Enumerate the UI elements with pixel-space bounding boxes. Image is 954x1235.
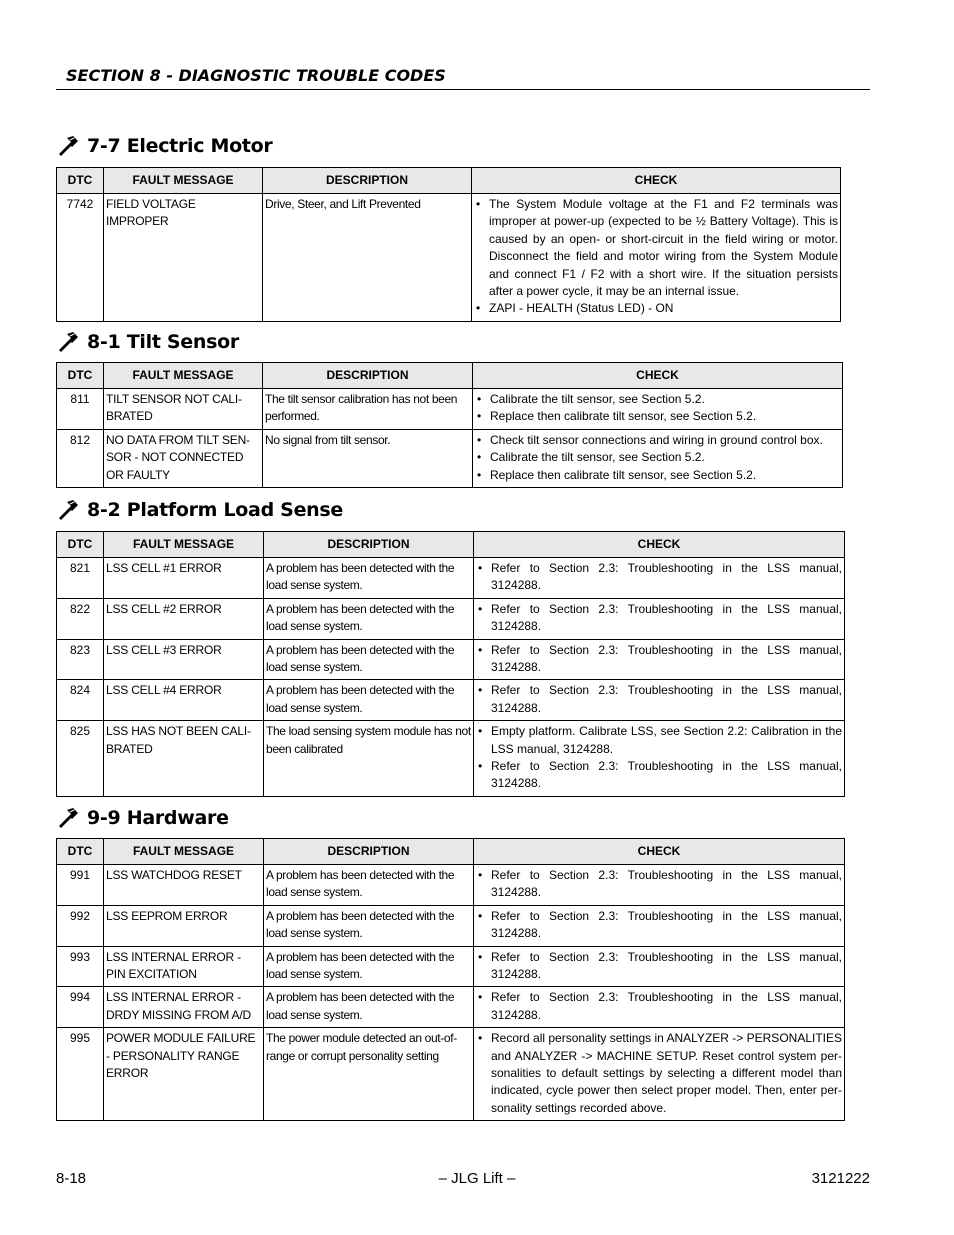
check-cell	[474, 1028, 845, 1121]
check-item: • The System Module voltage at the F1 and F2 terminals was improper at power-up (expected to be ½ Battery Voltage). This is caused by an open- or short-circuit in the field wiring or motor. Disconnect the field and motor wiring from the System Module and connect F1 / F2 with a short wire. If the situation persists after a power cycle, it may be an internal issue.	[474, 196, 838, 300]
dtc-table	[56, 362, 843, 488]
check-item: • Refer to Section 2.3: Troubleshooting in the LSS manual, 3124288.	[476, 560, 842, 595]
hammer-icon	[56, 806, 80, 830]
check-item: • Refer to Section 2.3: Troubleshooting in the LSS manual, 3124288.	[476, 682, 842, 717]
column-header-description: DESCRIPTION	[264, 532, 474, 558]
check-list	[476, 867, 842, 902]
dtc-code: 812	[57, 429, 104, 487]
check-item: • Record all personality settings in ANALYZER -> PERSONALITIES and ANALYZER -> MACHINE SETUP. Reset control system per-sonalities to default settings by selecting a different model than indicated, cycle power then select proper model. Then, enter per-sonality settings recorded above.	[476, 1030, 842, 1117]
fault-message: NO DATA FROM TILT SEN-SOR - NOT CONNECTED OR FAULTY	[104, 429, 263, 487]
check-item: • Check tilt sensor connections and wiring in ground control box.	[475, 432, 840, 449]
check-item: • Calibrate the tilt sensor, see Section 5.2.	[475, 391, 840, 408]
section-heading-title: 8-1 Tilt Sensor	[87, 331, 239, 353]
check-cell	[473, 389, 843, 430]
dtc-code: 811	[57, 389, 104, 430]
column-header-dtc: DTC	[57, 363, 104, 389]
column-header-description: DESCRIPTION	[263, 363, 473, 389]
fault-description: No signal from tilt sensor.	[263, 429, 473, 487]
dtc-code: 993	[57, 946, 104, 987]
check-item: • Replace then calibrate tilt sensor, see Section 5.2.	[475, 408, 840, 425]
check-cell	[474, 680, 845, 721]
column-header-fault-message: FAULT MESSAGE	[104, 839, 264, 865]
fault-message: TILT SENSOR NOT CALI-BRATED	[104, 389, 263, 430]
section-heading-title: 7-7 Electric Motor	[87, 135, 273, 157]
check-cell	[474, 558, 845, 599]
fault-description: A problem has been detected with the load sense system.	[264, 639, 474, 680]
fault-message: LSS CELL #1 ERROR	[104, 558, 264, 599]
fault-message: LSS EEPROM ERROR	[104, 905, 264, 946]
column-header-fault-message: FAULT MESSAGE	[104, 363, 263, 389]
dtc-code: 994	[57, 987, 104, 1028]
fault-message: FIELD VOLTAGE IMPROPER	[104, 194, 263, 322]
table-row	[57, 194, 841, 322]
check-list	[476, 1030, 842, 1117]
section-heading-title: 8-2 Platform Load Sense	[87, 499, 343, 521]
check-cell	[474, 639, 845, 680]
hammer-icon	[56, 498, 80, 522]
check-item: • Replace then calibrate tilt sensor, see Section 5.2.	[475, 467, 840, 484]
check-cell	[474, 905, 845, 946]
check-item: • Empty platform. Calibrate LSS, see Section 2.2: Calibration in the LSS manual, 3124288.	[476, 723, 842, 758]
column-header-fault-message: FAULT MESSAGE	[104, 532, 264, 558]
dtc-table	[56, 167, 841, 322]
fault-message: LSS WATCHDOG RESET	[104, 865, 264, 906]
check-list	[476, 601, 842, 636]
check-cell	[474, 865, 845, 906]
dtc-table	[56, 838, 845, 1121]
fault-description: A problem has been detected with the load sense system.	[264, 680, 474, 721]
check-item: • Refer to Section 2.3: Troubleshooting in the LSS manual, 3124288.	[476, 949, 842, 984]
check-item: • Calibrate the tilt sensor, see Section 5.2.	[475, 449, 840, 466]
table-header-row	[57, 168, 841, 194]
column-header-dtc: DTC	[57, 532, 104, 558]
fault-description: A problem has been detected with the load sense system.	[264, 598, 474, 639]
table-row	[57, 639, 845, 680]
table-row	[57, 865, 845, 906]
fault-description: The power module detected an out-of-range or corrupt personality setting	[264, 1028, 474, 1121]
check-cell	[474, 946, 845, 987]
section-heading-title: 9-9 Hardware	[87, 807, 229, 829]
footer-brand: – JLG Lift –	[438, 1170, 516, 1187]
column-header-description: DESCRIPTION	[264, 839, 474, 865]
check-cell	[472, 194, 841, 322]
check-list	[474, 196, 838, 318]
column-header-fault-message: FAULT MESSAGE	[104, 168, 263, 194]
check-item: • Refer to Section 2.3: Troubleshooting in the LSS manual, 3124288.	[476, 908, 842, 943]
check-list	[476, 908, 842, 943]
column-header-dtc: DTC	[57, 839, 104, 865]
table-header-row	[57, 839, 845, 865]
column-header-check: CHECK	[474, 532, 845, 558]
section-heading	[56, 134, 273, 158]
dtc-code: 995	[57, 1028, 104, 1121]
check-list	[476, 642, 842, 677]
hammer-icon	[56, 330, 80, 354]
table-row	[57, 721, 845, 797]
document-number: 3121222	[811, 1170, 870, 1187]
table-row	[57, 905, 845, 946]
section-title: SECTION 8 - DIAGNOSTIC TROUBLE CODES	[66, 66, 446, 85]
section-heading	[56, 330, 239, 354]
table-row	[57, 389, 843, 430]
hammer-icon	[56, 134, 80, 158]
check-list	[475, 432, 840, 484]
table-row	[57, 680, 845, 721]
header-rule	[56, 89, 870, 90]
check-list	[475, 391, 840, 426]
check-item: • ZAPI - HEALTH (Status LED) - ON	[474, 300, 838, 317]
check-list	[476, 949, 842, 984]
dtc-code: 822	[57, 598, 104, 639]
check-item: • Refer to Section 2.3: Troubleshooting in the LSS manual, 3124288.	[476, 867, 842, 902]
check-cell	[473, 429, 843, 487]
dtc-code: 824	[57, 680, 104, 721]
column-header-check: CHECK	[473, 363, 843, 389]
fault-message: POWER MODULE FAILURE - PERSONALITY RANGE ERROR	[104, 1028, 264, 1121]
table-header-row	[57, 363, 843, 389]
dtc-code: 7742	[57, 194, 104, 322]
section-heading	[56, 806, 229, 830]
fault-message: LSS CELL #2 ERROR	[104, 598, 264, 639]
check-cell	[474, 721, 845, 797]
check-list	[476, 682, 842, 717]
dtc-code: 821	[57, 558, 104, 599]
check-item: • Refer to Section 2.3: Troubleshooting in the LSS manual, 3124288.	[476, 989, 842, 1024]
page-number: 8-18	[56, 1170, 87, 1187]
table-row	[57, 946, 845, 987]
column-header-check: CHECK	[472, 168, 841, 194]
check-list	[476, 560, 842, 595]
table-row	[57, 1028, 845, 1121]
column-header-check: CHECK	[474, 839, 845, 865]
check-item: • Refer to Section 2.3: Troubleshooting in the LSS manual, 3124288.	[476, 601, 842, 636]
dtc-code: 991	[57, 865, 104, 906]
section-heading	[56, 498, 343, 522]
fault-description: A problem has been detected with the load sense system.	[264, 987, 474, 1028]
fault-description: A problem has been detected with the load sense system.	[264, 946, 474, 987]
dtc-code: 823	[57, 639, 104, 680]
check-cell	[474, 987, 845, 1028]
fault-message: LSS CELL #4 ERROR	[104, 680, 264, 721]
fault-description: The load sensing system module has not been calibrated	[264, 721, 474, 797]
check-list	[476, 723, 842, 793]
fault-description: A problem has been detected with the load sense system.	[264, 905, 474, 946]
table-row	[57, 558, 845, 599]
column-header-description: DESCRIPTION	[263, 168, 472, 194]
check-item: • Refer to Section 2.3: Troubleshooting in the LSS manual, 3124288.	[476, 758, 842, 793]
table-row	[57, 429, 843, 487]
fault-description: Drive, Steer, and Lift Prevented	[263, 194, 472, 322]
dtc-table	[56, 531, 845, 797]
table-header-row	[57, 532, 845, 558]
dtc-code: 825	[57, 721, 104, 797]
check-list	[476, 989, 842, 1024]
fault-message: LSS CELL #3 ERROR	[104, 639, 264, 680]
table-row	[57, 598, 845, 639]
table-row	[57, 987, 845, 1028]
fault-description: The tilt sensor calibration has not been performed.	[263, 389, 473, 430]
fault-description: A problem has been detected with the load sense system.	[264, 558, 474, 599]
fault-message: LSS INTERNAL ERROR - PIN EXCITATION	[104, 946, 264, 987]
dtc-code: 992	[57, 905, 104, 946]
fault-message: LSS HAS NOT BEEN CALI-BRATED	[104, 721, 264, 797]
check-cell	[474, 598, 845, 639]
check-item: • Refer to Section 2.3: Troubleshooting in the LSS manual, 3124288.	[476, 642, 842, 677]
fault-message: LSS INTERNAL ERROR - DRDY MISSING FROM A/D	[104, 987, 264, 1028]
fault-description: A problem has been detected with the load sense system.	[264, 865, 474, 906]
column-header-dtc: DTC	[57, 168, 104, 194]
